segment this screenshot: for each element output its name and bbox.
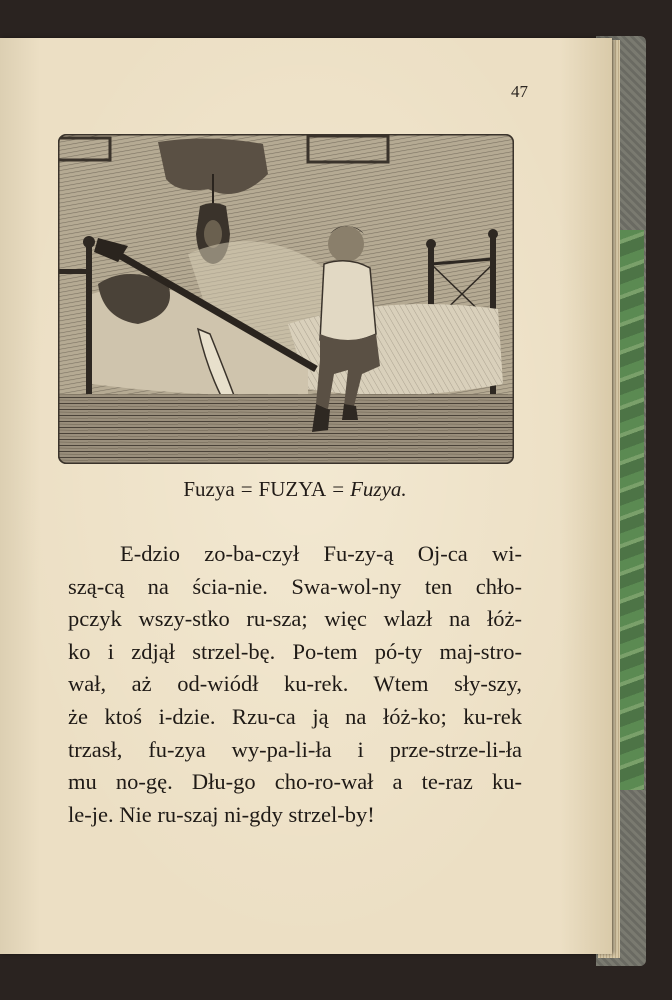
text-line: szą-cą na ścia-nie. Swa-wol-ny ten chło- [68, 573, 522, 599]
text-line: że ktoś i-dzie. Rzu-ca ją na łóż-ko; ku-rek [68, 703, 522, 729]
caption-separator: = [240, 477, 253, 501]
marbled-cover-edge [618, 230, 644, 790]
text-line: pczyk wszy-stko ru-sza; więc wlazł na łóż- [68, 606, 522, 632]
book-page [0, 38, 612, 954]
caption-plain: Fuzya [183, 477, 235, 501]
engraving-illustration [58, 134, 514, 464]
body-paragraph [68, 538, 522, 831]
text-line: trzasł, fu-zya wy-pa-li-ła i prze-strze-li-ła [68, 736, 522, 762]
text-line: wał, aż od-wiódł ku-rek. Wtem sły-szy, [68, 671, 522, 697]
caption-italic: Fuzya. [350, 477, 407, 501]
illustration-caption [0, 477, 590, 502]
caption-separator: = [332, 477, 345, 501]
text-line: E-dzio zo-ba-czył Fu-zy-ą Oj-ca wi- [120, 541, 522, 566]
page-number: 47 [511, 82, 528, 101]
text-line: mu no-gę. Dłu-go cho-ro-wał a te-raz ku- [68, 769, 522, 795]
caption-caps: FUZYA [258, 477, 327, 501]
text-line: ko i zdjął strzel-bę. Po-tem pó-ty maj-stro- [68, 638, 522, 664]
text-line: le-je. Nie ru-szaj ni-gdy strzel-by! [68, 801, 375, 827]
